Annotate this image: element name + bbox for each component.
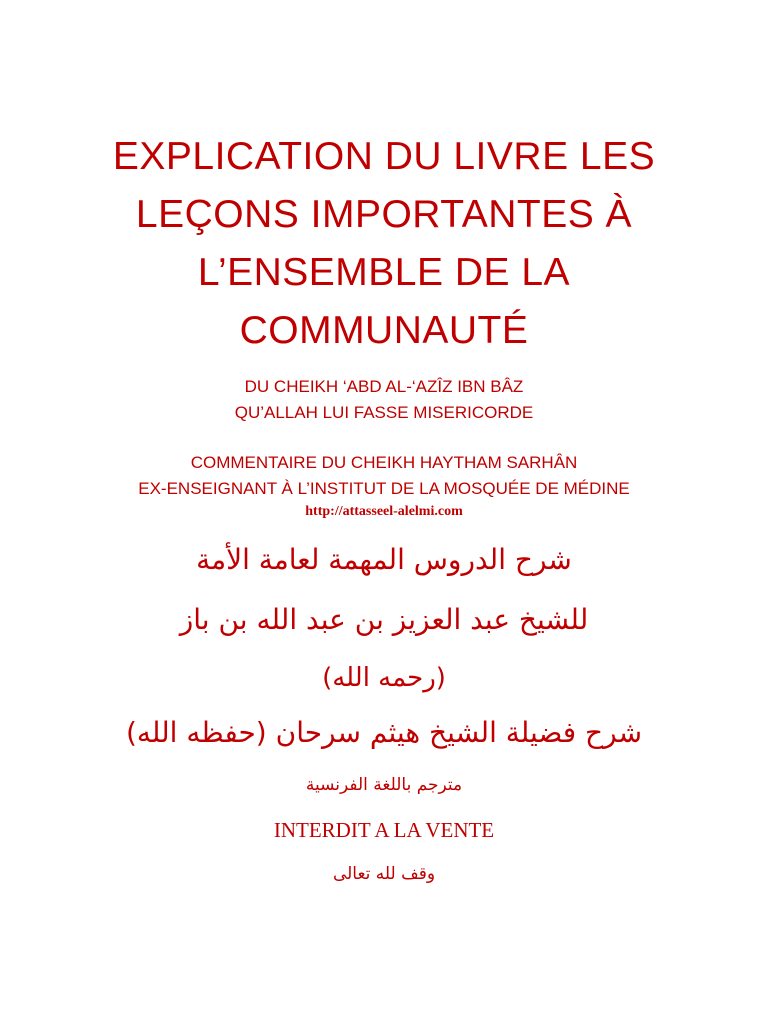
sale-notice: INTERDIT A LA VENTE: [273, 818, 495, 842]
arabic-title: شرح الدروس المهمة لعامة الأمة: [196, 543, 572, 576]
title-line-4: COMMUNAUTÉ: [239, 309, 529, 352]
arabic-author: للشيخ عبد العزيز بن عبد الله بن باز: [179, 603, 589, 636]
arabic-waqf: وقف لله تعالى: [332, 864, 436, 884]
title-line-1: EXPLICATION DU LIVRE LES: [112, 135, 656, 178]
arabic-translated-note: مترجم باللغة الفرنسية: [305, 775, 463, 795]
arabic-commentator: شرح فضيلة الشيخ هيثم سرحان (حفظه الله): [125, 716, 643, 749]
commentator-role: EX-ENSEIGNANT À L’INSTITUT DE LA MOSQUÉE DE MÉDINE: [138, 479, 630, 498]
arabic-prayer: (رحمه الله): [322, 663, 446, 693]
commentary-block: [0, 450, 768, 502]
title-line-2: LEÇONS IMPORTANTES À: [135, 193, 633, 236]
title-line-3: L’ENSEMBLE DE LA: [197, 251, 571, 294]
commentator-name: COMMENTAIRE DU CHEIKH HAYTHAM SARHÂN: [190, 453, 578, 472]
document-title: [60, 128, 708, 360]
website-url: http://attasseel-alelmi.com: [305, 504, 463, 519]
author-name: DU CHEIKH ‘ABD AL-‘AZÎZ IBN BÂZ: [244, 377, 524, 396]
author-block: [0, 374, 768, 426]
author-prayer: QU’ALLAH LUI FASSE MISERICORDE: [234, 403, 534, 422]
